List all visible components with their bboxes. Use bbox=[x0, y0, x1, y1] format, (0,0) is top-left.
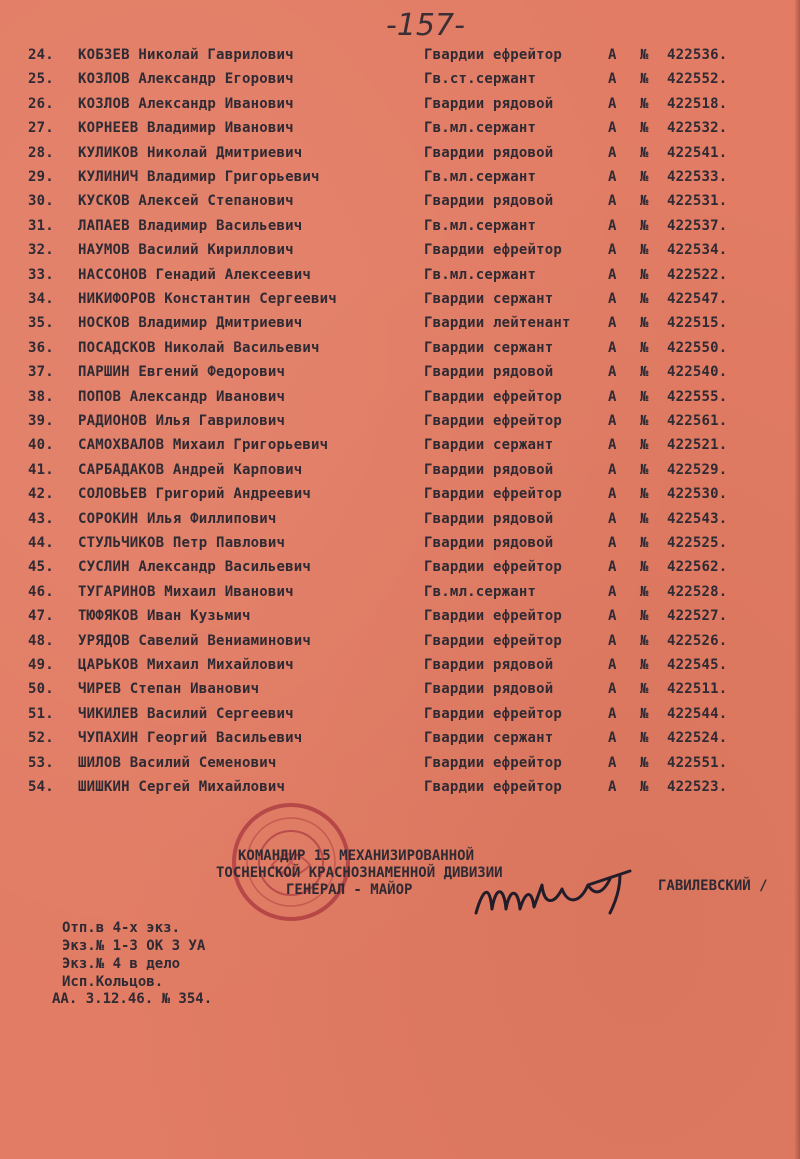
certificate-series: А bbox=[608, 267, 617, 283]
number-sign: № bbox=[640, 291, 649, 307]
certificate-series: А bbox=[608, 584, 617, 600]
list-item bbox=[0, 779, 800, 803]
row-number: 27. bbox=[28, 120, 54, 136]
military-rank: Гвардии ефрейтор bbox=[424, 242, 563, 258]
certificate-series: А bbox=[608, 47, 617, 63]
row-number: 42. bbox=[28, 486, 54, 502]
certificate-number: 422511. bbox=[667, 681, 728, 697]
certificate-number: 422532. bbox=[667, 120, 728, 136]
certificate-series: А bbox=[608, 169, 617, 185]
certificate-series: А bbox=[608, 559, 617, 575]
number-sign: № bbox=[640, 218, 649, 234]
list-item bbox=[0, 437, 800, 461]
number-sign: № bbox=[640, 755, 649, 771]
person-name: ЛАПАЕВ Владимир Васильевич bbox=[78, 218, 303, 234]
military-rank: Гвардии рядовой bbox=[424, 193, 554, 209]
list-item bbox=[0, 584, 800, 608]
person-name: ЧИКИЛЕВ Василий Сергеевич bbox=[78, 706, 294, 722]
list-item bbox=[0, 120, 800, 144]
person-name: НИКИФОРОВ Константин Сергеевич bbox=[78, 291, 337, 307]
list-item bbox=[0, 486, 800, 510]
person-name: КОЗЛОВ Александр Иванович bbox=[78, 96, 294, 112]
certificate-number: 422531. bbox=[667, 193, 728, 209]
certificate-series: А bbox=[608, 608, 617, 624]
list-item bbox=[0, 413, 800, 437]
military-rank: Гвардии сержант bbox=[424, 340, 554, 356]
list-item bbox=[0, 218, 800, 242]
certificate-number: 422537. bbox=[667, 218, 728, 234]
number-sign: № bbox=[640, 559, 649, 575]
military-rank: Гвардии рядовой bbox=[424, 657, 554, 673]
military-rank: Гвардии ефрейтор bbox=[424, 389, 563, 405]
certificate-number: 422533. bbox=[667, 169, 728, 185]
person-name: КОБЗЕВ Николай Гаврилович bbox=[78, 47, 294, 63]
military-rank: Гвардии ефрейтор bbox=[424, 706, 563, 722]
military-rank: Гвардии лейтенант bbox=[424, 315, 571, 331]
row-number: 47. bbox=[28, 608, 54, 624]
list-item bbox=[0, 657, 800, 681]
number-sign: № bbox=[640, 657, 649, 673]
row-number: 33. bbox=[28, 267, 54, 283]
number-sign: № bbox=[640, 267, 649, 283]
certificate-number: 422550. bbox=[667, 340, 728, 356]
row-number: 28. bbox=[28, 145, 54, 161]
row-number: 48. bbox=[28, 633, 54, 649]
person-name: КОРНЕЕВ Владимир Иванович bbox=[78, 120, 294, 136]
person-name: ШИШКИН Сергей Михайлович bbox=[78, 779, 286, 795]
person-name: УРЯДОВ Савелий Вениаминович bbox=[78, 633, 311, 649]
certificate-number: 422530. bbox=[667, 486, 728, 502]
number-sign: № bbox=[640, 437, 649, 453]
military-rank: Гвардии сержант bbox=[424, 730, 554, 746]
row-number: 53. bbox=[28, 755, 54, 771]
person-name: САРБАДАКОВ Андрей Карпович bbox=[78, 462, 303, 478]
certificate-number: 422515. bbox=[667, 315, 728, 331]
row-number: 40. bbox=[28, 437, 54, 453]
list-item bbox=[0, 96, 800, 120]
row-number: 45. bbox=[28, 559, 54, 575]
person-name: ПОСАДСКОВ Николай Васильевич bbox=[78, 340, 320, 356]
person-name: СУСЛИН Александр Васильевич bbox=[78, 559, 311, 575]
number-sign: № bbox=[640, 584, 649, 600]
military-rank: Гв.мл.сержант bbox=[424, 584, 537, 600]
commander-surname: ГАВИЛЕВСКИЙ / bbox=[658, 878, 768, 894]
number-sign: № bbox=[640, 169, 649, 185]
number-sign: № bbox=[640, 71, 649, 87]
list-item bbox=[0, 242, 800, 266]
military-rank: Гвардии рядовой bbox=[424, 511, 554, 527]
certificate-series: А bbox=[608, 657, 617, 673]
number-sign: № bbox=[640, 633, 649, 649]
military-rank: Гвардии ефрейтор bbox=[424, 633, 563, 649]
certificate-number: 422540. bbox=[667, 364, 728, 380]
number-sign: № bbox=[640, 462, 649, 478]
certificate-series: А bbox=[608, 193, 617, 209]
person-name: ПАРШИН Евгений Федорович bbox=[78, 364, 286, 380]
certificate-number: 422518. bbox=[667, 96, 728, 112]
person-name: КУЛИКОВ Николай Дмитриевич bbox=[78, 145, 303, 161]
number-sign: № bbox=[640, 389, 649, 405]
list-item bbox=[0, 315, 800, 339]
military-rank: Гвардии ефрейтор bbox=[424, 608, 563, 624]
military-rank: Гвардии ефрейтор bbox=[424, 779, 563, 795]
certificate-series: А bbox=[608, 364, 617, 380]
military-rank: Гвардии ефрейтор bbox=[424, 413, 563, 429]
row-number: 41. bbox=[28, 462, 54, 478]
row-number: 44. bbox=[28, 535, 54, 551]
certificate-series: А bbox=[608, 633, 617, 649]
list-item bbox=[0, 681, 800, 705]
row-number: 34. bbox=[28, 291, 54, 307]
certificate-series: А bbox=[608, 413, 617, 429]
row-number: 49. bbox=[28, 657, 54, 673]
military-rank: Гв.мл.сержант bbox=[424, 169, 537, 185]
person-name: НОСКОВ Владимир Дмитриевич bbox=[78, 315, 303, 331]
handwritten-signature bbox=[470, 865, 650, 925]
certificate-series: А bbox=[608, 535, 617, 551]
certificate-series: А bbox=[608, 389, 617, 405]
row-number: 29. bbox=[28, 169, 54, 185]
military-rank: Гвардии рядовой bbox=[424, 462, 554, 478]
military-rank: Гвардии рядовой bbox=[424, 681, 554, 697]
number-sign: № bbox=[640, 413, 649, 429]
certificate-series: А bbox=[608, 71, 617, 87]
certificate-number: 422529. bbox=[667, 462, 728, 478]
number-sign: № bbox=[640, 340, 649, 356]
person-name: САМОХВАЛОВ Михаил Григорьевич bbox=[78, 437, 329, 453]
footer-reference: АА. 3.12.46. № 354. bbox=[52, 991, 213, 1007]
list-item bbox=[0, 511, 800, 535]
list-item bbox=[0, 535, 800, 559]
footer-copy-4: Экз.№ 4 в дело bbox=[62, 956, 181, 972]
person-name: ТЮФЯКОВ Иван Кузьмич bbox=[78, 608, 251, 624]
row-number: 30. bbox=[28, 193, 54, 209]
row-number: 43. bbox=[28, 511, 54, 527]
page-number: -157- bbox=[386, 8, 465, 43]
person-name: СТУЛЬЧИКОВ Петр Павлович bbox=[78, 535, 286, 551]
list-item bbox=[0, 389, 800, 413]
footer-copies-1-3: Экз.№ 1-3 ОК 3 УА bbox=[62, 938, 206, 954]
person-name: ЦАРЬКОВ Михаил Михайлович bbox=[78, 657, 294, 673]
number-sign: № bbox=[640, 535, 649, 551]
row-number: 46. bbox=[28, 584, 54, 600]
number-sign: № bbox=[640, 315, 649, 331]
certificate-number: 422551. bbox=[667, 755, 728, 771]
certificate-number: 422524. bbox=[667, 730, 728, 746]
certificate-series: А bbox=[608, 755, 617, 771]
person-name: КУСКОВ Алексей Степанович bbox=[78, 193, 294, 209]
military-rank: Гвардии ефрейтор bbox=[424, 559, 563, 575]
row-number: 50. bbox=[28, 681, 54, 697]
number-sign: № bbox=[640, 730, 649, 746]
certificate-series: А bbox=[608, 462, 617, 478]
list-item bbox=[0, 364, 800, 388]
military-rank: Гв.мл.сержант bbox=[424, 120, 537, 136]
number-sign: № bbox=[640, 364, 649, 380]
number-sign: № bbox=[640, 242, 649, 258]
row-number: 51. bbox=[28, 706, 54, 722]
certificate-number: 422547. bbox=[667, 291, 728, 307]
certificate-number: 422523. bbox=[667, 779, 728, 795]
certificate-number: 422534. bbox=[667, 242, 728, 258]
row-number: 38. bbox=[28, 389, 54, 405]
list-item bbox=[0, 755, 800, 779]
person-name: НАССОНОВ Генадий Алексеевич bbox=[78, 267, 311, 283]
number-sign: № bbox=[640, 779, 649, 795]
row-number: 25. bbox=[28, 71, 54, 87]
number-sign: № bbox=[640, 486, 649, 502]
list-item bbox=[0, 608, 800, 632]
commander-rank: ГЕНЕРАЛ - МАЙОР bbox=[286, 882, 413, 898]
list-item bbox=[0, 706, 800, 730]
row-number: 35. bbox=[28, 315, 54, 331]
list-item bbox=[0, 169, 800, 193]
military-rank: Гвардии рядовой bbox=[424, 96, 554, 112]
certificate-series: А bbox=[608, 779, 617, 795]
footer-executor: Исп.Кольцов. bbox=[62, 974, 164, 990]
certificate-series: А bbox=[608, 291, 617, 307]
list-item bbox=[0, 633, 800, 657]
person-name: ТУГАРИНОВ Михаил Иванович bbox=[78, 584, 294, 600]
row-number: 39. bbox=[28, 413, 54, 429]
person-name: НАУМОВ Василий Кириллович bbox=[78, 242, 294, 258]
number-sign: № bbox=[640, 120, 649, 136]
certificate-number: 422526. bbox=[667, 633, 728, 649]
list-item bbox=[0, 730, 800, 754]
row-number: 37. bbox=[28, 364, 54, 380]
person-name: ПОПОВ Александр Иванович bbox=[78, 389, 286, 405]
military-rank: Гвардии сержант bbox=[424, 291, 554, 307]
list-item bbox=[0, 340, 800, 364]
certificate-number: 422543. bbox=[667, 511, 728, 527]
person-name: ШИЛОВ Василий Семенович bbox=[78, 755, 277, 771]
certificate-number: 422555. bbox=[667, 389, 728, 405]
number-sign: № bbox=[640, 706, 649, 722]
row-number: 31. bbox=[28, 218, 54, 234]
number-sign: № bbox=[640, 96, 649, 112]
number-sign: № bbox=[640, 681, 649, 697]
certificate-number: 422545. bbox=[667, 657, 728, 673]
certificate-series: А bbox=[608, 218, 617, 234]
number-sign: № bbox=[640, 193, 649, 209]
certificate-number: 422527. bbox=[667, 608, 728, 624]
military-rank: Гв.мл.сержант bbox=[424, 267, 537, 283]
row-number: 32. bbox=[28, 242, 54, 258]
person-name: ЧИРЕВ Степан Иванович bbox=[78, 681, 260, 697]
certificate-number: 422562. bbox=[667, 559, 728, 575]
certificate-number: 422541. bbox=[667, 145, 728, 161]
person-name: РАДИОНОВ Илья Гаврилович bbox=[78, 413, 286, 429]
number-sign: № bbox=[640, 145, 649, 161]
certificate-series: А bbox=[608, 315, 617, 331]
list-item bbox=[0, 47, 800, 71]
row-number: 52. bbox=[28, 730, 54, 746]
number-sign: № bbox=[640, 511, 649, 527]
person-name: СОРОКИН Илья Филлипович bbox=[78, 511, 277, 527]
certificate-series: А bbox=[608, 340, 617, 356]
certificate-series: А bbox=[608, 437, 617, 453]
certificate-number: 422528. bbox=[667, 584, 728, 600]
certificate-series: А bbox=[608, 706, 617, 722]
row-number: 26. bbox=[28, 96, 54, 112]
military-rank: Гвардии рядовой bbox=[424, 364, 554, 380]
certificate-series: А bbox=[608, 681, 617, 697]
list-item bbox=[0, 193, 800, 217]
list-item bbox=[0, 145, 800, 169]
certificate-number: 422561. bbox=[667, 413, 728, 429]
certificate-number: 422536. bbox=[667, 47, 728, 63]
military-rank: Гв.мл.сержант bbox=[424, 218, 537, 234]
number-sign: № bbox=[640, 47, 649, 63]
certificate-series: А bbox=[608, 486, 617, 502]
military-rank: Гвардии ефрейтор bbox=[424, 755, 563, 771]
military-rank: Гвардии ефрейтор bbox=[424, 486, 563, 502]
certificate-number: 422552. bbox=[667, 71, 728, 87]
certificate-series: А bbox=[608, 730, 617, 746]
person-name: ЧУПАХИН Георгий Васильевич bbox=[78, 730, 303, 746]
certificate-series: А bbox=[608, 145, 617, 161]
commander-title-line2: ТОСНЕНСКОЙ КРАСНОЗНАМЕННОЙ ДИВИЗИИ bbox=[216, 865, 503, 881]
certificate-series: А bbox=[608, 511, 617, 527]
commander-title-line1: КОМАНДИР 15 МЕХАНИЗИРОВАННОЙ bbox=[238, 848, 475, 864]
certificate-series: А bbox=[608, 120, 617, 136]
list-item bbox=[0, 267, 800, 291]
certificate-series: А bbox=[608, 96, 617, 112]
number-sign: № bbox=[640, 608, 649, 624]
military-rank: Гвардии ефрейтор bbox=[424, 47, 563, 63]
row-number: 36. bbox=[28, 340, 54, 356]
military-rank: Гв.ст.сержант bbox=[424, 71, 537, 87]
military-rank: Гвардии рядовой bbox=[424, 145, 554, 161]
list-item bbox=[0, 291, 800, 315]
person-name: КУЛИНИЧ Владимир Григорьевич bbox=[78, 169, 320, 185]
list-item bbox=[0, 462, 800, 486]
list-item bbox=[0, 71, 800, 95]
certificate-number: 422544. bbox=[667, 706, 728, 722]
person-name: КОЗЛОВ Александр Егорович bbox=[78, 71, 294, 87]
row-number: 54. bbox=[28, 779, 54, 795]
row-number: 24. bbox=[28, 47, 54, 63]
certificate-number: 422522. bbox=[667, 267, 728, 283]
certificate-series: А bbox=[608, 242, 617, 258]
footer-copies: Отп.в 4-х экз. bbox=[62, 920, 181, 936]
military-rank: Гвардии сержант bbox=[424, 437, 554, 453]
list-item bbox=[0, 559, 800, 583]
certificate-number: 422521. bbox=[667, 437, 728, 453]
person-name: СОЛОВЬЕВ Григорий Андреевич bbox=[78, 486, 311, 502]
certificate-number: 422525. bbox=[667, 535, 728, 551]
military-rank: Гвардии рядовой bbox=[424, 535, 554, 551]
